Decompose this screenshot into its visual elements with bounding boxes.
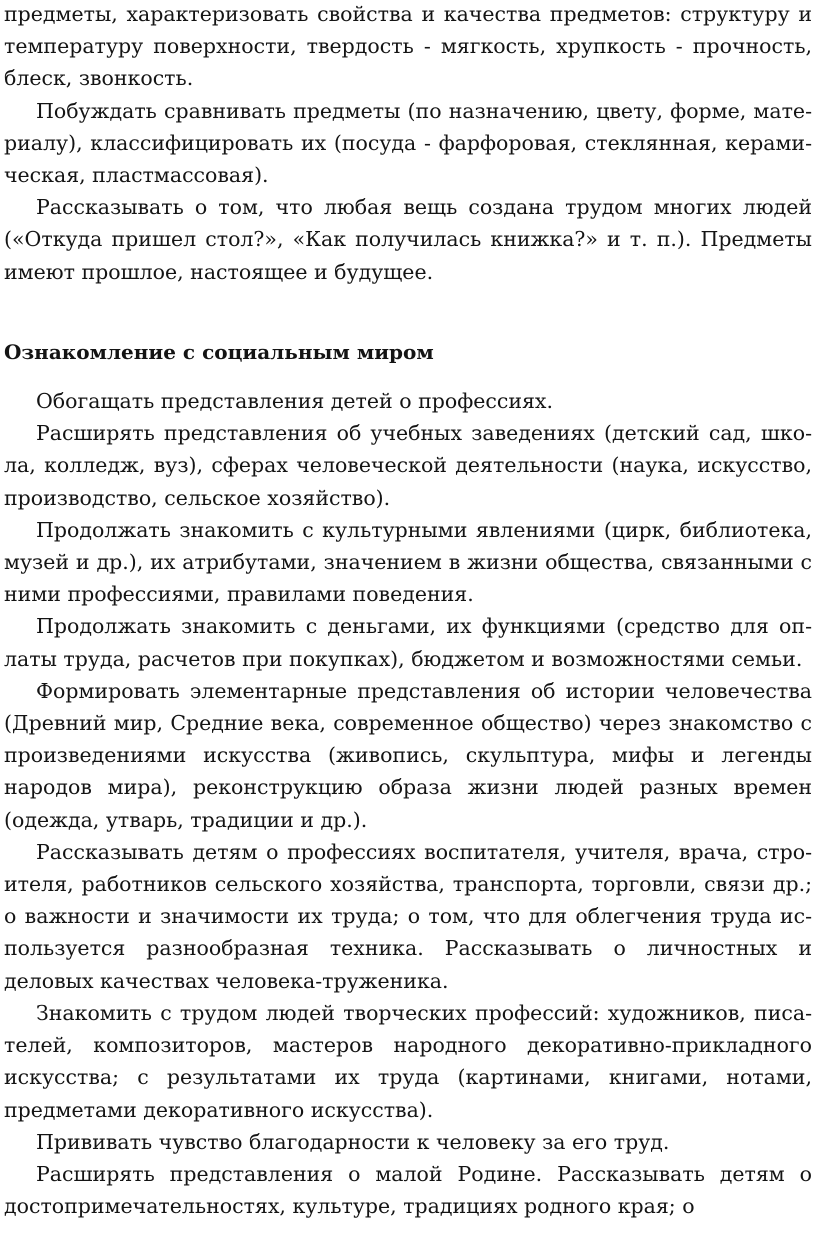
paragraph-objects-history: Рассказывать о том, что любая вещь создана трудом многих людей («Откуда пришел стол?», «Как получилась книжка?» и т. п.). Предметы имеют прошлое, настоящее и будущее. <box>4 195 812 284</box>
paragraph-gratitude: Прививать чувство благодарности к человеку за его труд. <box>36 1129 670 1154</box>
section-heading: Ознакомление с социальным миром <box>4 339 434 364</box>
paragraph-money: Продолжать знакомить с деньгами, их функциями (средство для оплаты труда, расчетов при покупках), бюджетом и возможностями семьи. <box>4 614 812 671</box>
paragraph-continuation: предметы, характеризовать свойства и качества предметов: структуру и температуру поверхности, твердость - мягкость, хрупкость - прочность, блеск, звонкость. <box>4 2 812 91</box>
paragraph-history-of-humanity: Формировать элементарные представления об истории человечества (Древний мир, Средние века, современное общество) через знакомство с произведениями искусства (живопись, скульптура, мифы и легенды народов мира), реконструкцию образа жизни людей разных времен (одежда, утварь, традиции и др.). <box>4 678 812 832</box>
paragraph-professions-details: Рассказывать детям о профессиях воспитателя, учителя, врача, строителя, работников сельского хозяйства, транспорта, торговли, связи др.; о важности и значимости их труда; о том, что для облегчения труда используется разнообразная техника. Рассказывать о личностных и деловых качествах человека-труженика. <box>4 839 812 993</box>
paragraph-cultural-phenomena: Продолжать знакомить с культурными явлениями (цирк, библиотека, музей и др.), их атрибутами, значением в жизни общества, связанными с ними профессиями, правилами поведения. <box>4 517 812 607</box>
paragraph-creative-professions: Знакомить с трудом людей творческих профессий: художников, писателей, композиторов, мастеров народного декоративно-прикладного искусства; с результатами их труда (картинами, книгами, нотами, предметами декоративного искусства). <box>4 1000 812 1122</box>
paragraph-educational-institutions: Расширять представления об учебных заведениях (детский сад, школа, колледж, вуз), сферах человеческой деятельности (наука, искусство, производство, сельское хозяйство). <box>4 421 812 510</box>
paragraph-compare-objects: Побуждать сравнивать предметы (по назначению, цвету, форме, материалу), классифицировать их (посуда - фарфоровая, стеклянная, керамическая, пластмассовая). <box>4 98 812 188</box>
paragraph-professions: Обогащать представления детей о профессиях. <box>36 389 554 414</box>
document-page <box>4 0 812 1222</box>
paragraph-small-homeland: Расширять представления о малой Родине. Рассказывать детям о достопримечательностях, культуре, традициях родного края; о <box>4 1161 812 1219</box>
